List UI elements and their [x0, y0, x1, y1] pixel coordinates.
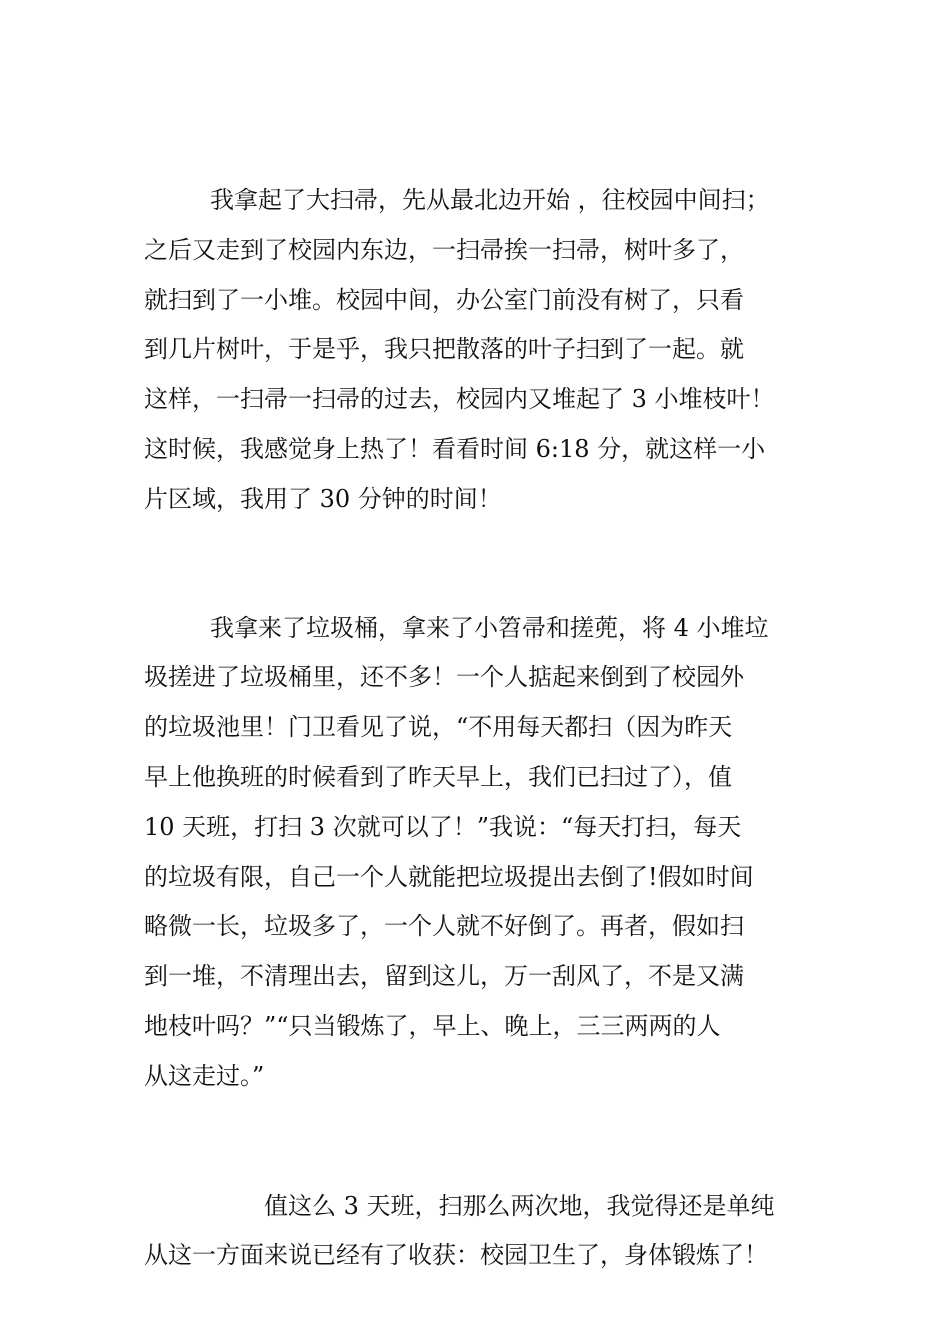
paragraph-1 — [144, 176, 816, 525]
document-body — [144, 176, 816, 1281]
text-line: 我拿来了垃圾桶，拿来了小笤帚和搓蔸，将 4 小堆垃 — [210, 613, 769, 642]
text-line: 之后又走到了校园内东边，一扫帚挨一扫帚，树叶多了， — [144, 235, 744, 264]
text-line: 从这一方面来说已经有了收获：校园卫生了，身体锻炼了！ — [144, 1241, 768, 1270]
text-line: 10 天班，打扫 3 次就可以了！”我说：“每天打扫，每天 — [144, 812, 742, 841]
text-line: 到一堆，不清理出去，留到这儿，万一刮风了，不是又满 — [144, 962, 744, 991]
text-line: 值这么 3 天班，扫那么两次地，我觉得还是单纯 — [264, 1191, 775, 1220]
paragraph-spacer — [144, 1102, 816, 1182]
text-line: 这样，一扫帚一扫帚的过去，校园内又堆起了 3 小堆枝叶！ — [144, 385, 775, 414]
text-line: 从这走过。” — [144, 1061, 265, 1090]
text-line: 早上他换班的时候看到了昨天早上，我们已扫过了），值 — [144, 762, 732, 791]
text-line: 就扫到了一小堆。校园中间，办公室门前没有树了，只看 — [144, 285, 744, 314]
text-line: 的垃圾有限，自己一个人就能把垃圾提出去倒了!假如时间 — [144, 862, 754, 891]
paragraph-spacer — [144, 525, 816, 604]
text-line: 片区域，我用了 30 分钟的时间！ — [144, 484, 502, 513]
text-line: 这时候，我感觉身上热了！看看时间 6:18 分，就这样一小 — [144, 434, 766, 463]
text-line: 地枝叶吗？”“只当锻炼了，早上、晚上，三三两两的人 — [144, 1011, 721, 1040]
paragraph-3 — [144, 1182, 816, 1282]
text-line: 略微一长，垃圾多了，一个人就不好倒了。再者，假如扫 — [144, 912, 744, 941]
paragraph-2 — [144, 604, 816, 1102]
text-line: 的垃圾池里！门卫看见了说，“不用每天都扫（因为昨天 — [144, 713, 733, 742]
text-line: 圾搓进了垃圾桶里，还不多！一个人掂起来倒到了校园外 — [144, 663, 744, 692]
text-line: 我拿起了大扫帚，先从最北边开始 ，往校园中间扫； — [210, 186, 770, 214]
text-line: 到几片树叶，于是乎，我只把散落的叶子扫到了一起。就 — [144, 335, 744, 364]
